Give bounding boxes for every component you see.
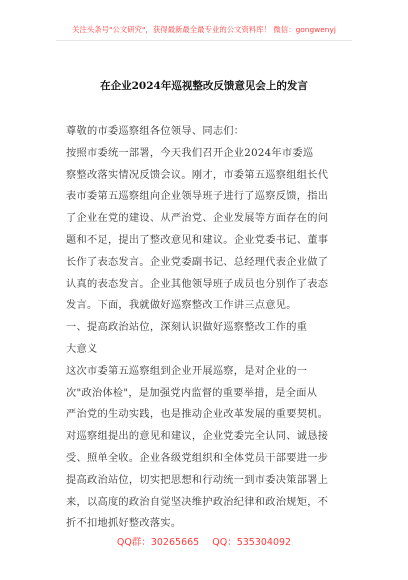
body-line: 察整改落实情况反馈会议。刚才，市委第五巡察组组长代 xyxy=(66,169,329,181)
body-line: 折不扣地抓好整改落实。 xyxy=(66,518,182,530)
salutation: 尊敬的市委巡察组各位领导、同志们： xyxy=(66,126,245,137)
body-line: 按照市委统一部署，今天我们召开企业2024年市委巡 xyxy=(66,147,314,159)
footer-qq-number: QQ：535304092 xyxy=(212,537,292,548)
body-line: 表市委第五巡察组向企业领导班子进行了巡察反馈，指出 xyxy=(66,191,329,203)
footer-qq-group: QQ群：30265665 xyxy=(116,537,200,548)
section-heading-line: 大意义 xyxy=(66,343,98,355)
body-line: 了企业在党的建设、从严治党、企业发展等方面存在的问 xyxy=(66,213,329,225)
body-line: 来，以高度的政治自觉坚决维护政治纪律和政治规矩，不 xyxy=(66,496,329,508)
body-line: 提高政治站位，切实把思想和行动统一到市委决策部署上 xyxy=(66,474,329,486)
body-line: 对巡察组提出的意见和建议，企业党委完全认同、诚恳接 xyxy=(66,431,329,443)
header-divider xyxy=(56,40,352,41)
section-heading-line: 一、提高政治站位，深刻认识做好巡察整改工作的重 xyxy=(66,322,308,334)
body-line: 长作了表态发言。企业党委副书记、总经理代表企业做了 xyxy=(66,256,329,268)
body-line: 发言。下面，我就做好巡察整改工作讲三点意见。 xyxy=(66,300,297,312)
body-line: 严治党的生动实践，也是推动企业改革发展的重要契机。 xyxy=(66,409,329,421)
body-line: 次"政治体检"，是加强党内监督的重要举措，是全面从 xyxy=(66,387,318,399)
body-line: 受、照单全收。企业各级党组织和全体党员干部要进一步 xyxy=(66,452,329,464)
body-line: 这次市委第五巡察组到企业开展巡察，是对企业的一 xyxy=(66,365,308,377)
document-title: 在企业2024年巡视整改反馈意见会上的发言 xyxy=(100,80,308,92)
document-body xyxy=(66,121,348,535)
footer-contact xyxy=(0,534,408,548)
body-line: 题和不足，提出了整改意见和建议。企业党委书记、董事 xyxy=(66,234,329,246)
header-promo-note: 关注头条号"公文研究"，获得最新最全最专业的公文资料库！ 微信：gongwenyj xyxy=(72,25,336,34)
body-line: 认真的表态发言。企业其他领导班子成员也分别作了表态 xyxy=(66,278,329,290)
